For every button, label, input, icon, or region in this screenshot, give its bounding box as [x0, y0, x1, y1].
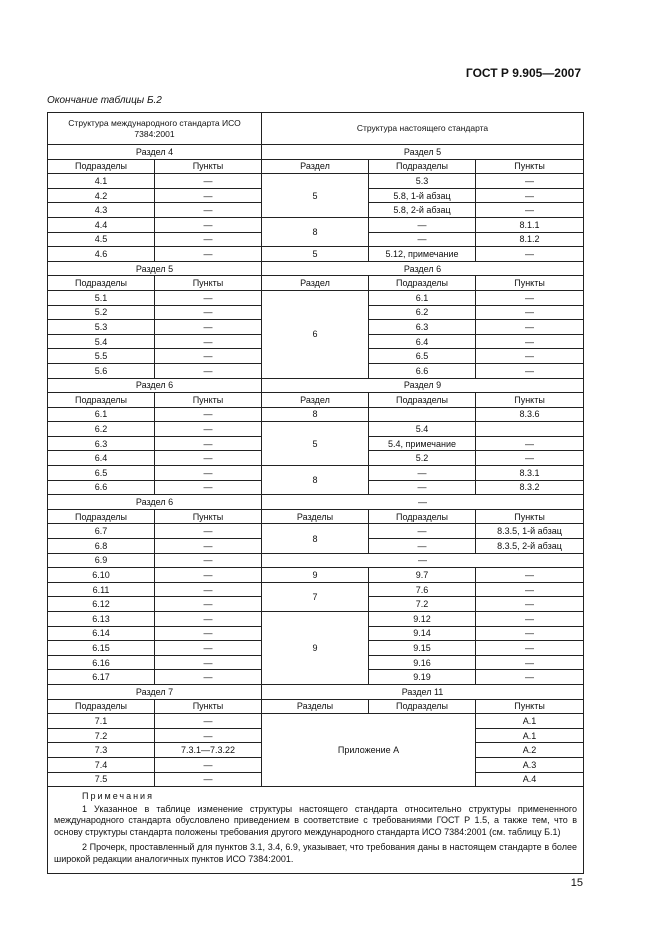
table-cell: 6.3 — [369, 320, 476, 335]
table-cell: 6.8 — [48, 539, 155, 554]
section-right: Раздел 9 — [262, 378, 584, 393]
table-cell: 8.3.5, 2-й абзац — [476, 539, 584, 554]
table-cell: Приложение А — [262, 714, 476, 787]
table-cell: 8.3.5, 1-й абзац — [476, 524, 584, 539]
table-cell: — — [155, 612, 262, 627]
note-1: 1 Указанное в таблице изменение структуры настоящего стандарта относительно структуры примененного международного стандарта обусловлено приведением в соответствие с требованиями ГОСТ Р 1.5, а также тем, что в основу структуры стандарта положены требования другого международного стандарта ИСО 7384:2001 (см. таблицу Б.1) — [54, 803, 578, 837]
table-row — [48, 582, 584, 597]
page-number: 15 — [570, 877, 583, 889]
table-cell: А.2 — [476, 743, 584, 758]
table-cell: 8.3.6 — [476, 407, 584, 422]
table-cell: 9 — [262, 612, 369, 685]
table-cell: 5.4, примечание — [369, 436, 476, 451]
table-caption: Окончание таблицы Б.2 — [47, 95, 162, 106]
section-row — [48, 684, 584, 699]
table-cell: — — [476, 597, 584, 612]
table-cell: — — [155, 728, 262, 743]
table-cell: 7.1 — [48, 714, 155, 729]
table-cell: 7.3 — [48, 743, 155, 758]
subheader-cell: Подразделы — [369, 509, 476, 524]
table-cell: — — [476, 290, 584, 305]
table-cell — [369, 407, 476, 422]
table-cell: — — [262, 553, 584, 568]
table-cell: 9.12 — [369, 612, 476, 627]
table-cell: 9.14 — [369, 626, 476, 641]
table-cell: 6.7 — [48, 524, 155, 539]
table-cell: 7.2 — [48, 728, 155, 743]
document-code: ГОСТ Р 9.905—2007 — [465, 66, 581, 80]
subheader-cell: Подразделы — [48, 509, 155, 524]
table-cell: — — [155, 772, 262, 787]
table-cell: — — [476, 203, 584, 218]
table-row — [48, 217, 584, 232]
table-cell: — — [155, 466, 262, 481]
table-cell: 4.4 — [48, 217, 155, 232]
table-cell: 7.2 — [369, 597, 476, 612]
table-cell: 5 — [262, 422, 369, 466]
table-cell: 4.1 — [48, 174, 155, 189]
subheader-cell: Раздел — [262, 393, 369, 408]
table-cell: А.3 — [476, 757, 584, 772]
subheader-cell: Пункты — [155, 393, 262, 408]
table-cell: — — [369, 217, 476, 232]
section-left: Раздел 4 — [48, 145, 262, 160]
table-cell: — — [155, 626, 262, 641]
table-cell: 8.3.1 — [476, 466, 584, 481]
table-cell: — — [155, 232, 262, 247]
table-cell: 6 — [262, 290, 369, 378]
section-row — [48, 145, 584, 160]
table-cell: 6.6 — [369, 363, 476, 378]
section-row — [48, 261, 584, 276]
column-header-row — [48, 113, 584, 145]
table-cell: 8 — [262, 466, 369, 495]
subheader-cell: Разделы — [262, 509, 369, 524]
table-cell: — — [476, 626, 584, 641]
section-right: Раздел 6 — [262, 261, 584, 276]
table-cell: — — [155, 655, 262, 670]
table-cell: 7 — [262, 582, 369, 611]
table-cell: — — [155, 714, 262, 729]
table-cell: 6.5 — [48, 466, 155, 481]
table-cell: — — [155, 407, 262, 422]
table-cell: 4.6 — [48, 247, 155, 262]
subheader-cell: Пункты — [155, 159, 262, 174]
table-row — [48, 612, 584, 627]
table-cell: 5.8, 1-й абзац — [369, 188, 476, 203]
table-cell: — — [155, 203, 262, 218]
table-cell: 5 — [262, 247, 369, 262]
notes-title: Примечания — [82, 791, 154, 802]
table-cell: — — [476, 320, 584, 335]
subheader-cell: Подразделы — [48, 699, 155, 714]
section-left: Раздел 5 — [48, 261, 262, 276]
table-cell: — — [476, 363, 584, 378]
table-cell: 7.4 — [48, 757, 155, 772]
table-cell: — — [476, 670, 584, 685]
table-cell: — — [476, 436, 584, 451]
subheader-cell: Пункты — [476, 509, 584, 524]
table-cell: 8 — [262, 407, 369, 422]
table-cell: 6.1 — [369, 290, 476, 305]
table-cell: 5.6 — [48, 363, 155, 378]
subheader-row — [48, 276, 584, 291]
section-row — [48, 378, 584, 393]
section-left: Раздел 7 — [48, 684, 262, 699]
table-row — [48, 553, 584, 568]
table-cell: — — [476, 612, 584, 627]
structure-table — [47, 112, 584, 874]
table-cell: 6.5 — [369, 349, 476, 364]
table-cell: — — [476, 334, 584, 349]
table-cell: 6.10 — [48, 568, 155, 583]
table-cell: 6.17 — [48, 670, 155, 685]
table-row — [48, 247, 584, 262]
column-header-left: Структура международного стандарта ИСО 7384:2001 — [48, 113, 262, 145]
table-cell: — — [155, 247, 262, 262]
table-cell: 6.1 — [48, 407, 155, 422]
table-cell: 6.2 — [48, 422, 155, 437]
table-cell: — — [476, 641, 584, 656]
subheader-cell: Подразделы — [48, 159, 155, 174]
table-cell: 5.4 — [48, 334, 155, 349]
table-cell: 8.3.2 — [476, 480, 584, 495]
table-cell: — — [476, 451, 584, 466]
table-cell: 6.6 — [48, 480, 155, 495]
notes-block — [48, 787, 584, 874]
table-cell: 6.14 — [48, 626, 155, 641]
table-cell: А.1 — [476, 714, 584, 729]
table-cell: — — [476, 655, 584, 670]
table-row — [48, 290, 584, 305]
notes-row — [48, 787, 584, 874]
table-cell: — — [476, 305, 584, 320]
table-cell: — — [155, 553, 262, 568]
table-cell: 8.1.2 — [476, 232, 584, 247]
table-cell: — — [155, 670, 262, 685]
table-cell: 9.15 — [369, 641, 476, 656]
table-cell: 6.15 — [48, 641, 155, 656]
table-cell: 6.16 — [48, 655, 155, 670]
table-cell: — — [476, 174, 584, 189]
table-cell: 8.1.1 — [476, 217, 584, 232]
table-row — [48, 466, 584, 481]
table-cell: — — [155, 641, 262, 656]
table-cell: 6.3 — [48, 436, 155, 451]
note-2: 2 Прочерк, проставленный для пунктов 3.1, 3.4, 6.9, указывает, что требования даны в настоящем стандарте в более широкой редакции аналогичных пунктов ИСО 7384:2001. — [54, 842, 578, 864]
table-cell: — — [155, 757, 262, 772]
subheader-row — [48, 699, 584, 714]
subheader-cell: Подразделы — [369, 276, 476, 291]
section-left: Раздел 6 — [48, 378, 262, 393]
table-cell: 6.12 — [48, 597, 155, 612]
table-cell: 5.1 — [48, 290, 155, 305]
table-cell: 9.7 — [369, 568, 476, 583]
subheader-cell: Подразделы — [369, 699, 476, 714]
table-cell: — — [155, 436, 262, 451]
table-cell: 9 — [262, 568, 369, 583]
table-cell: — — [155, 305, 262, 320]
table-cell: — — [155, 422, 262, 437]
table-cell: 5.12, примечание — [369, 247, 476, 262]
table-cell: — — [155, 174, 262, 189]
table-cell: 6.13 — [48, 612, 155, 627]
table-cell: — — [476, 568, 584, 583]
table-cell: — — [155, 539, 262, 554]
subheader-cell: Подразделы — [369, 159, 476, 174]
table-cell: 5.8, 2-й абзац — [369, 203, 476, 218]
table-cell: — — [155, 217, 262, 232]
section-left: Раздел 6 — [48, 495, 262, 510]
table-cell: — — [155, 480, 262, 495]
table-cell: 5.5 — [48, 349, 155, 364]
table-cell: 4.5 — [48, 232, 155, 247]
subheader-cell: Пункты — [476, 159, 584, 174]
table-cell: 5.3 — [48, 320, 155, 335]
subheader-cell: Пункты — [476, 276, 584, 291]
table-cell: 9.16 — [369, 655, 476, 670]
table-cell: — — [476, 582, 584, 597]
section-right: Раздел 11 — [262, 684, 584, 699]
table-cell: 4.3 — [48, 203, 155, 218]
subheader-cell: Подразделы — [369, 393, 476, 408]
section-right: Раздел 5 — [262, 145, 584, 160]
column-header-right: Структура настоящего стандарта — [262, 113, 584, 145]
table-cell: — — [369, 466, 476, 481]
table-cell: 4.2 — [48, 188, 155, 203]
table-cell: — — [155, 597, 262, 612]
subheader-cell: Раздел — [262, 276, 369, 291]
table-cell: 5.2 — [48, 305, 155, 320]
table-cell: А.1 — [476, 728, 584, 743]
table-cell: 5.4 — [369, 422, 476, 437]
subheader-row — [48, 393, 584, 408]
subheader-cell: Пункты — [155, 276, 262, 291]
table-cell: 6.11 — [48, 582, 155, 597]
table-cell: 6.2 — [369, 305, 476, 320]
table-cell: — — [155, 188, 262, 203]
table-row — [48, 714, 584, 729]
table-cell: — — [369, 480, 476, 495]
table-cell: 6.4 — [369, 334, 476, 349]
table-cell: — — [155, 524, 262, 539]
table-cell: 7.6 — [369, 582, 476, 597]
table-cell: 7.5 — [48, 772, 155, 787]
subheader-row — [48, 159, 584, 174]
table-cell: — — [155, 334, 262, 349]
table-cell: 8 — [262, 524, 369, 553]
table-cell: — — [155, 568, 262, 583]
table-cell: — — [155, 451, 262, 466]
table-cell: — — [369, 524, 476, 539]
table-row — [48, 407, 584, 422]
table-cell: — — [476, 188, 584, 203]
table-cell: 7.3.1—7.3.22 — [155, 743, 262, 758]
subheader-cell: Пункты — [155, 509, 262, 524]
table-cell — [476, 422, 584, 437]
table-cell: — — [476, 349, 584, 364]
table-cell: — — [369, 539, 476, 554]
subheader-row — [48, 509, 584, 524]
subheader-cell: Разделы — [262, 699, 369, 714]
table-cell: 8 — [262, 217, 369, 246]
subheader-cell: Пункты — [476, 393, 584, 408]
subheader-cell: Пункты — [155, 699, 262, 714]
section-row — [48, 495, 584, 510]
table-cell: А.4 — [476, 772, 584, 787]
subheader-cell: Подразделы — [48, 393, 155, 408]
table-cell: 9.19 — [369, 670, 476, 685]
table-cell: — — [476, 247, 584, 262]
table-cell: 5 — [262, 174, 369, 218]
section-right: — — [262, 495, 584, 510]
subheader-cell: Раздел — [262, 159, 369, 174]
table-cell: — — [155, 363, 262, 378]
subheader-cell: Пункты — [476, 699, 584, 714]
table-cell: — — [155, 349, 262, 364]
table-row — [48, 568, 584, 583]
table-row — [48, 174, 584, 189]
table-cell: — — [155, 582, 262, 597]
table-cell: — — [155, 320, 262, 335]
table-row — [48, 524, 584, 539]
table-cell: — — [155, 290, 262, 305]
table-cell: 5.2 — [369, 451, 476, 466]
subheader-cell: Подразделы — [48, 276, 155, 291]
table-cell: 6.4 — [48, 451, 155, 466]
table-row — [48, 422, 584, 437]
table-cell: 6.9 — [48, 553, 155, 568]
table-cell: — — [369, 232, 476, 247]
table-cell: 5.3 — [369, 174, 476, 189]
